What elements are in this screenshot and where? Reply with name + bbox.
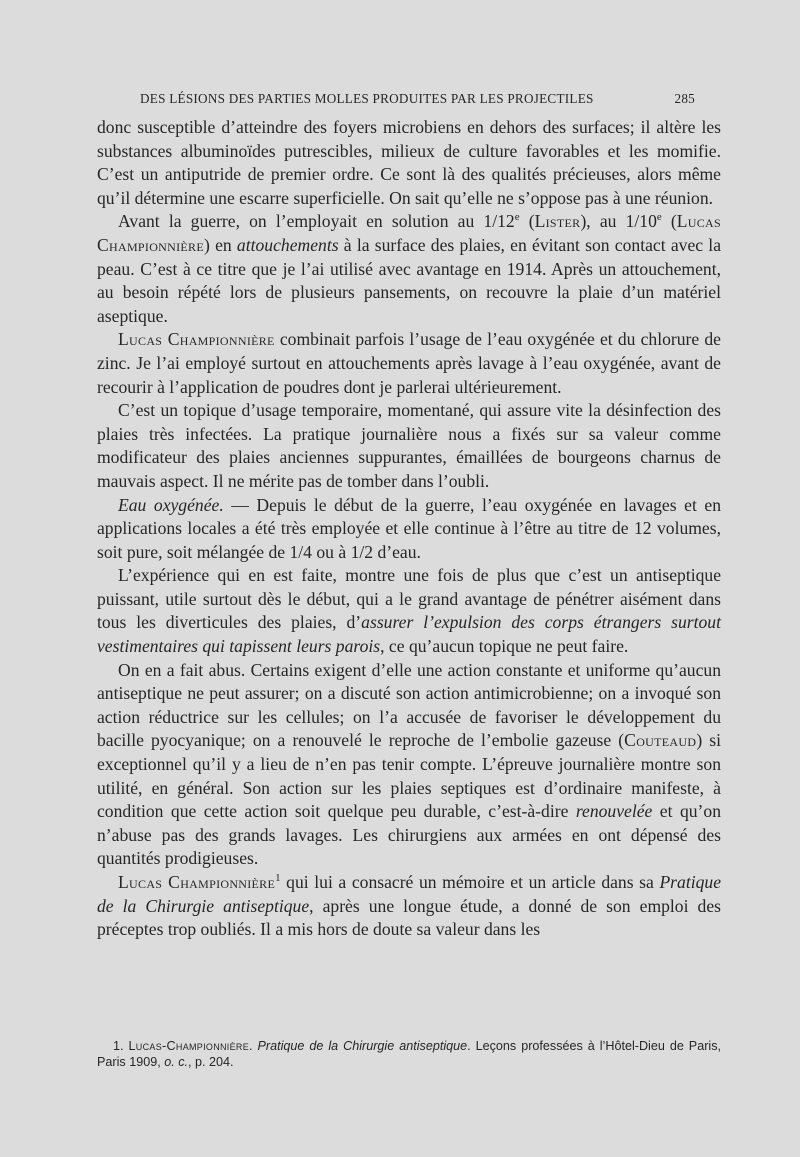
author-lucas-championniere: Lucas Championnière — [118, 872, 276, 892]
paragraph-8: Lucas Championnière$^1$ qui lui a consacré un mémoire et un article dans sa Pratique de la Chirurgie antiseptique, après une longue étude, a donné de son emploi des préceptes trop oubliés. Il a mis hors de doute sa valeur dans les — [97, 872, 722, 940]
section-heading: Eau oxygénée. — [118, 494, 224, 515]
author-lucas-championniere: Lucas Championnière — [97, 211, 721, 255]
footnote-ref: 1 — [275, 872, 281, 885]
paragraph-1: donc susceptible d’atteindre des foyers microbiens en dehors des surfaces; il altère les substances albuminoïdes putrescibles, milieux de culture favorables et les momifie. C’est un antiputride de premier ordre. Ce sont là des qualités précieuses, alors même qu’il détermine une escarre superficielle. On sait qu’elle ne s’oppose pas à une réunion. — [97, 117, 721, 208]
paragraph-5: Eau oxygénée. — Depuis le début de la guerre, l’eau oxygénée en lavages et en applications locales a été très employée et elle continue à l’être au titre de 12 volumes, soit pure, soit mélangée de 1/4 ou à 1/2 d’eau. — [97, 494, 721, 562]
footnotes — [97, 1038, 721, 1070]
body-text — [97, 116, 721, 942]
author-couteaud: Couteaud — [624, 730, 697, 751]
paragraph-4: C’est un topique d’usage temporaire, momentané, qui assure vite la désinfection des plaies très infectées. La pratique journalière nous a fixés sur sa valeur comme modificateur des plaies anciennes suppurantes, émaillées de bourgeons charnus de mauvais aspect. Il ne mérite pas de tomber dans l’oubli. — [97, 400, 721, 491]
running-header — [140, 91, 695, 111]
author-lister: Lister — [534, 211, 581, 232]
running-title: DES LÉSIONS DES PARTIES MOLLES PRODUITES PAR LES PROJECTILES — [140, 91, 594, 106]
paragraph-2: Avant la guerre, on l’employait en solution au 1/12e (Lister), au 1/10e (Lucas Championnière) en attouchements à la surface des plaies, en évitant son contact avec la peau. C’est à ce titre que je l’ai utilisé avec avantage en 1914. Après un attouchement, au besoin répété lors de plusieurs pansements, on recouvre la plaie d’un matériel aseptique. — [97, 211, 721, 326]
footnote-1: 1. Lucas-Championnière. Pratique de la Chirurgie antiseptique. Leçons professées à l’Hôtel-Dieu de Paris, Paris 1909, o. c., p. 204. — [97, 1039, 722, 1069]
paragraph-3: Lucas Championnière combinait parfois l’usage de l’eau oxygénée et du chlorure de zinc. Je l’ai employé surtout en attouchements après lavage à l’eau oxygénée, avant de recourir à l’application de poudres dont je parlerai ultérieurement. — [97, 329, 721, 397]
author-lucas-championniere: Lucas Championnière — [118, 329, 275, 350]
paragraph-7: On en a fait abus. Certains exigent d’elle une action constante et uniforme qu’aucun antiseptique ne peut assurer; on a discuté son action antimicrobienne; on a invoqué son action réductrice sur les cellules; on l’a accusée de favoriser le développement du bacille pyocyanique; on a renouvelé le reproche de l’embolie gazeuse (Couteaud) si exceptionnel qu’il y a lieu de n’en pas tenir compte. L’épreuve journalière montre son utilité, en général. Son action sur les plaies septiques est d’ordinaire manifeste, à condition que cette action soit quelque peu durable, c’est-à-dire renouvelée et qu’on n’abuse pas des grands lavages. Les chirurgiens aux armées en ont dépensé des quantités prodigieuses. — [97, 659, 721, 869]
page-number: 285 — [674, 91, 695, 106]
paragraph-6: L’expérience qui en est faite, montre une fois de plus que c’est un antiseptique puissant, utile surtout dès le début, qui a le grand avantage de pénétrer aisément dans tous les diverticules des plaies, d’assurer l’expulsion des corps étrangers surtout vestimentaires qui tapissent leurs parois, ce qu’aucun topique ne peut faire. — [97, 565, 721, 657]
